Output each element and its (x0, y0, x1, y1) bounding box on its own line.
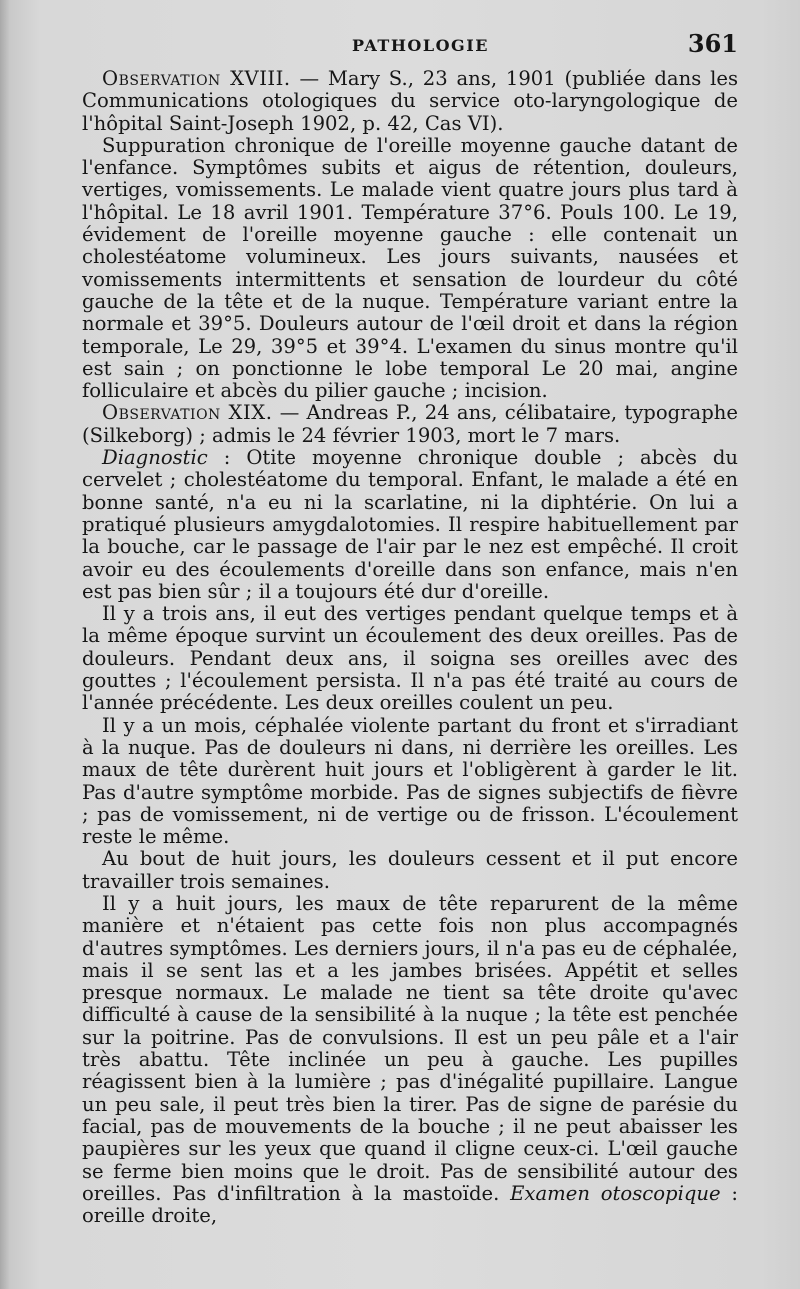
paragraph (82, 848, 738, 893)
paragraph-text: Il y a trois ans, il eut des vertiges pendant quelque temps et à la même époque survint un écoulement des deux oreilles. Pas de douleurs. Pendant deux ans, il soigna ses oreilles avec des gouttes ; l'écoulement persista. Il n'a pas été traité au cours de l'année précédente. Les deux oreilles coulent un peu. (82, 602, 738, 715)
paragraph-text: : oreille droite, (82, 1181, 738, 1228)
paragraph-text: : Otite moyenne chronique double ; abcès du cervelet ; cholestéatome du temporal. Enfant, le malade a été en bonne santé, n'a eu ni la scarlatine, ni la diphtérie. On lui a pratiqué plusieurs amygdalotomies. Il respire habituellement par la bouche, car le passage de l'air par le nez est empêché. Il croit avoir eu des écoulements d'oreille dans son enfance, mais n'en est pas bien sûr ; il a toujours été dur d'oreille. (82, 446, 738, 603)
observation-heading: Observation XVIII. (102, 67, 291, 90)
italic-term: Examen otoscopique (510, 1181, 721, 1205)
paragraph-text: Au bout de huit jours, les douleurs cessent et il put encore travailler trois semaines. (82, 847, 738, 893)
running-head: PATHOLOGIE (352, 36, 489, 55)
paragraph-text: Il y a huit jours, les maux de tête reparurent de la même manière et n'étaient pas cette fois non plus accompagnés d'autres symptômes. Les derniers jours, il n'a pas eu de céphalée, mais il se sent las et a les jambes brisées. Appétit et selles presque normaux. Le malade ne tient sa tête droite qu'avec difficulté à cause de la sensibilité à la nuque ; la tête est penchée sur la poitrine. Pas de convulsions. Il est un peu pâle et a l'air très abattu. Tête inclinée un peu à gauche. Les pupilles réagissent bien à la lumière ; pas d'inégalité pupillaire. Langue un peu sale, il peut très bien la tirer. Pas de signe de parésie du facial, pas de mouvements de la bouche ; il ne peut abaisser les paupières sur les yeux que quand il cligne ceux-ci. L'œil gauche se ferme bien moins que le droit. Pas de sensibilité autour des oreilles. Pas d'infiltration à la mastoïde. (82, 891, 738, 1205)
paragraph-text: — Andreas P., 24 ans, célibataire, typographe (Silkeborg) ; admis le 24 février 1903, mort le 7 mars. (82, 401, 738, 447)
paragraph-text: Suppuration chronique de l'oreille moyenne gauche datant de l'enfance. Symptômes subits et aigus de rétention, douleurs, vertiges, vomissements. Le malade vient quatre jours plus tard à l'hôpital. Le 18 avril 1901. Température 37°6. Pouls 100. Le 19, évidement de l'oreille moyenne gauche : elle contenait un cholestéatome volumineux. Les jours suivants, nausées et vomissements intermittents et sensation de lourdeur du côté gauche de la tête et de la nuque. Température variant entre la normale et 39°5. Douleurs autour de l'œil droit et dans la région temporale, Le 29, 39°5 et 39°4. L'examen du sinus montre qu'il est sain ; on ponctionne le lobe temporal Le 20 mai, angine folliculaire et abcès du pilier gauche ; incision. (82, 133, 738, 403)
paragraph (82, 893, 738, 1227)
italic-term: Diagnostic (102, 446, 208, 470)
paragraph-text: Il y a un mois, céphalée violente partant du front et s'irradiant à la nuque. Pas de douleurs ni dans, ni derrière les oreilles. Les maux de tête durèrent huit jours et l'obligèrent à garder le lit. Pas d'autre symptôme morbide. Pas de signes subjectifs de fièvre ; pas de vomissement, ni de vertige ou de frisson. L'écoulement reste le même. (82, 713, 738, 849)
page-body (82, 68, 738, 1227)
paragraph (82, 68, 738, 135)
paragraph (82, 402, 738, 447)
paragraph-text: — Mary S., 23 ans, 1901 (publiée dans les Communications otologiques du service oto-laryngologique de l'hôpital Saint-Joseph 1902, p. 42, Cas VI). (82, 67, 738, 135)
page-number: 361 (687, 29, 738, 58)
paragraph (82, 603, 738, 714)
page-header (82, 30, 738, 64)
observation-heading: Observation XIX. (102, 401, 273, 425)
paragraph (82, 447, 738, 603)
paragraph (82, 715, 738, 849)
paragraph (82, 135, 738, 403)
